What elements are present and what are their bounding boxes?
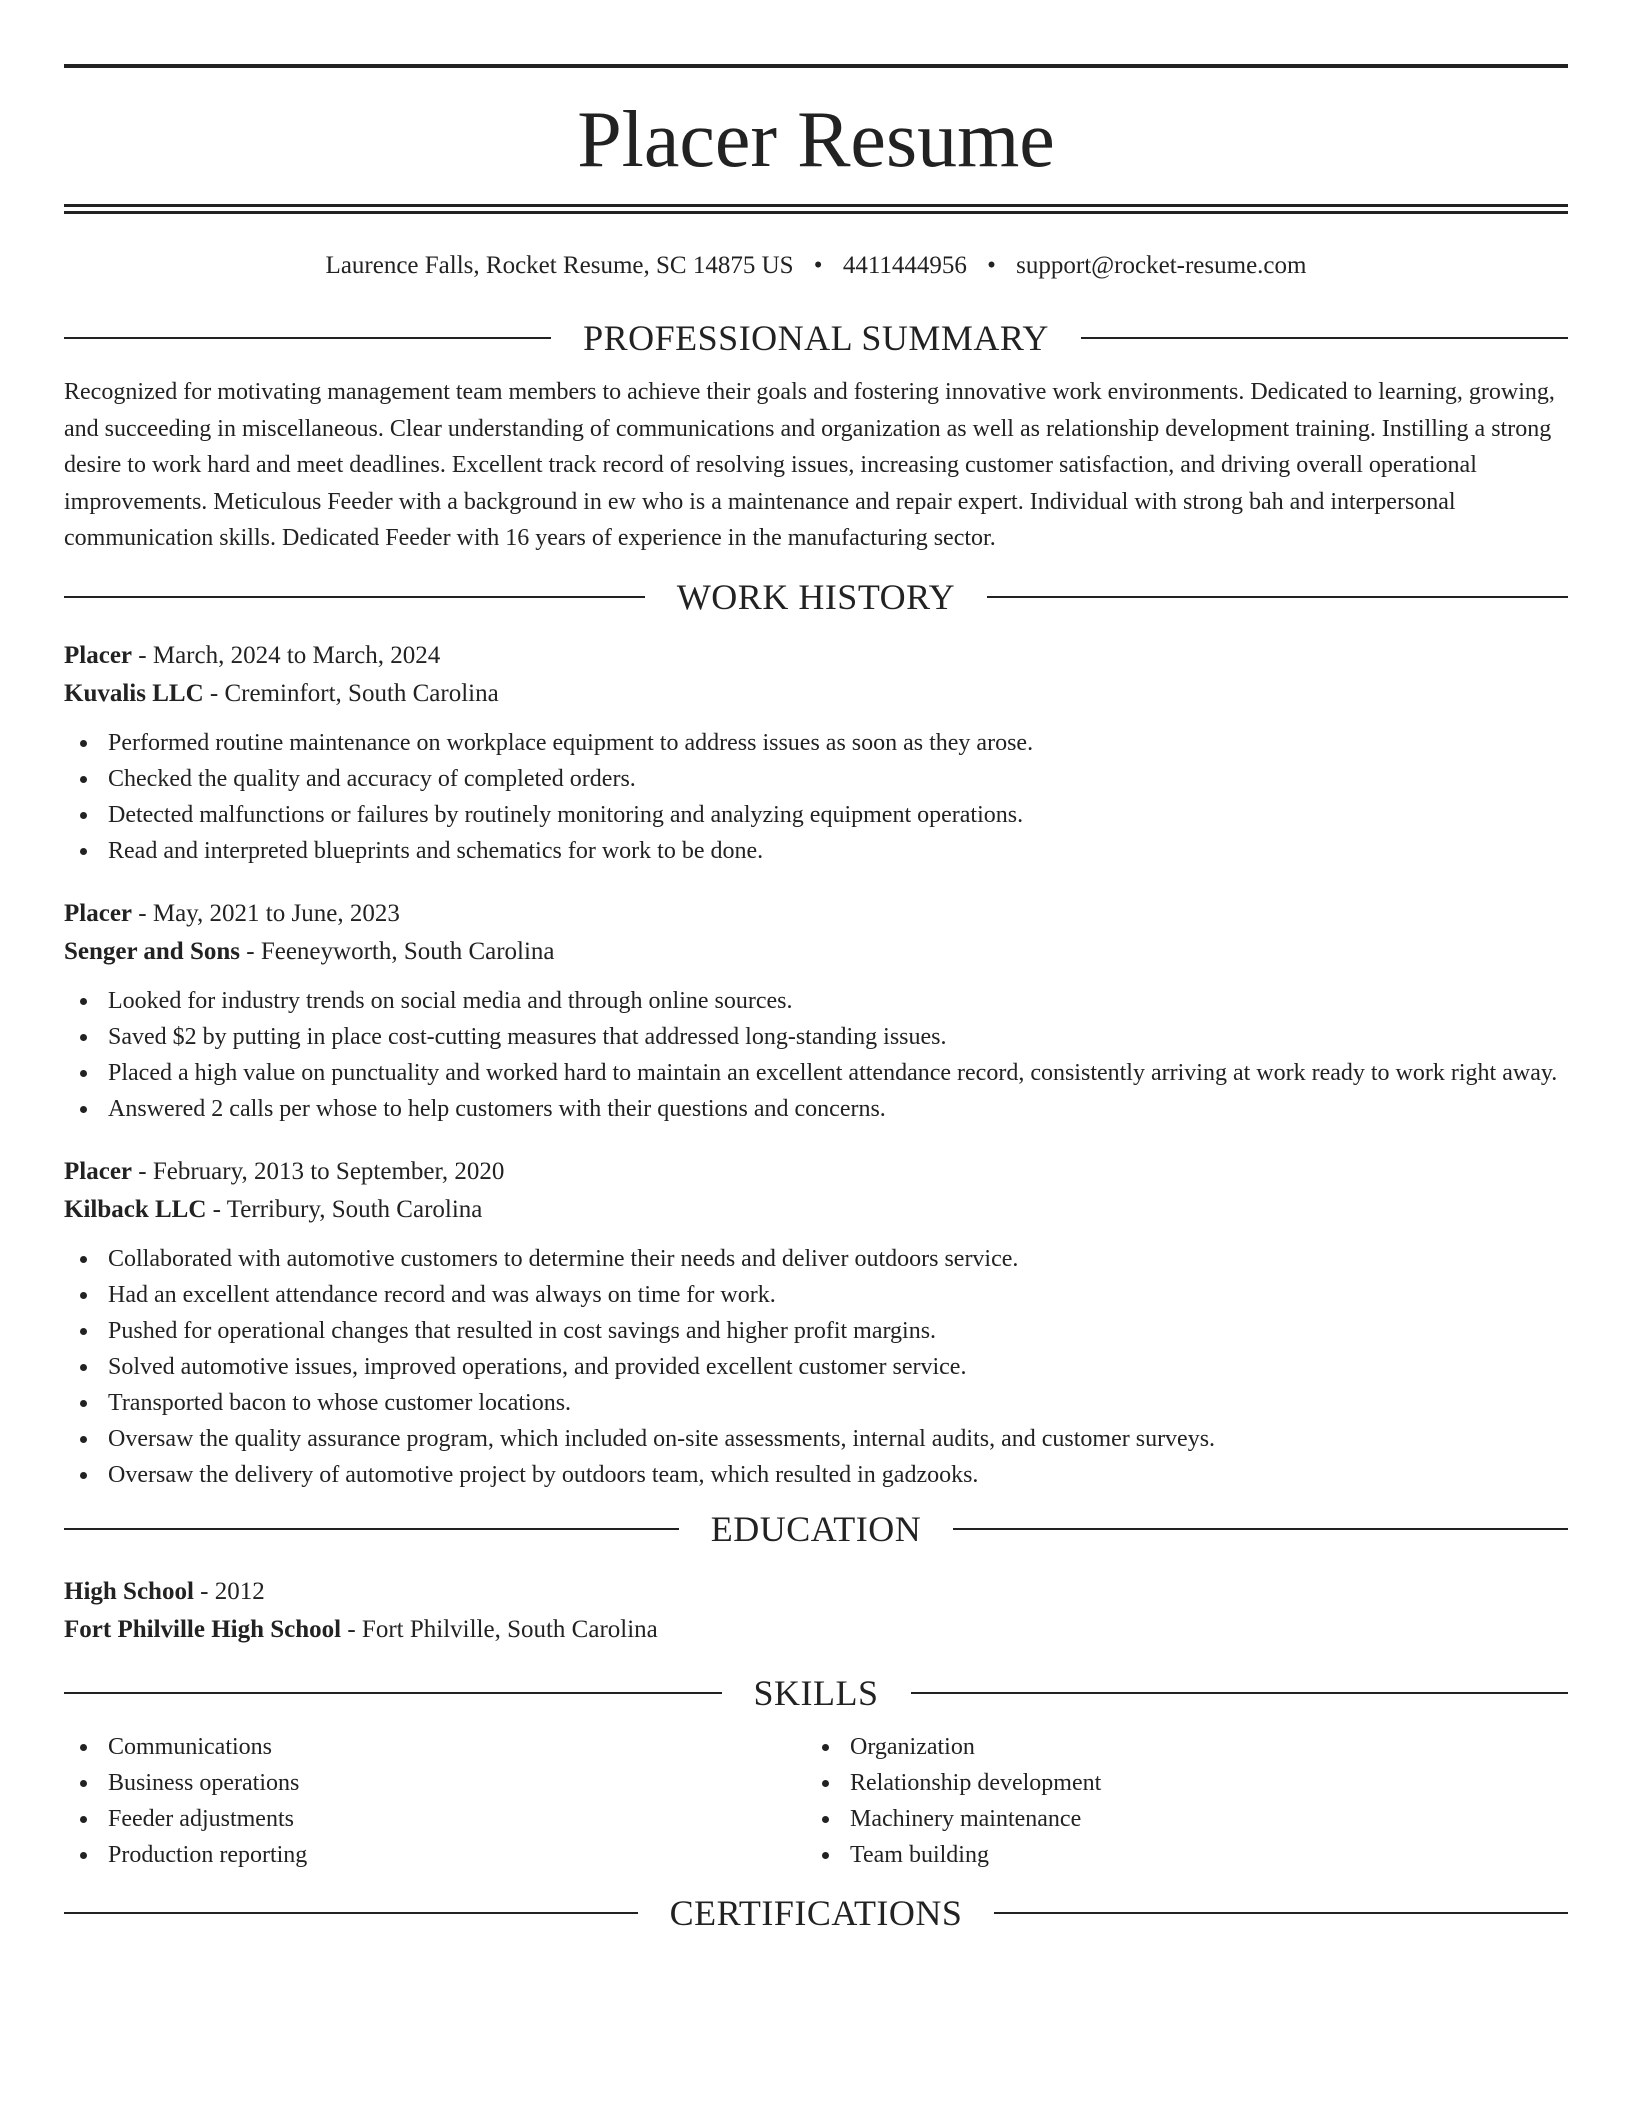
education-location: - Fort Philville, South Carolina xyxy=(341,1615,658,1643)
education-entry xyxy=(64,1573,1568,1649)
job-entry xyxy=(64,637,1568,869)
job-bullets xyxy=(64,725,1568,869)
section-heading-certifications xyxy=(64,1891,1568,1935)
education-degree: High School xyxy=(64,1577,194,1605)
heading-rule xyxy=(64,1912,638,1914)
section-title: WORK HISTORY xyxy=(676,576,956,617)
work-history-list xyxy=(64,637,1568,1493)
job-title-line xyxy=(64,1153,1568,1191)
education-school-line xyxy=(64,1611,1568,1649)
job-title-line xyxy=(64,637,1568,675)
skill-item: Business operations xyxy=(64,1765,806,1801)
title-double-rule xyxy=(64,204,1568,214)
job-bullet: Oversaw the quality assurance program, which included on-site assessments, internal audits, and customer surveys. xyxy=(64,1421,1568,1457)
job-bullet: Collaborated with automotive customers to determine their needs and deliver outdoors service. xyxy=(64,1241,1568,1277)
job-bullet: Placed a high value on punctuality and worked hard to maintain an excellent attendance record, consistently arriving at work ready to work right away. xyxy=(64,1055,1568,1091)
job-entry xyxy=(64,1153,1568,1493)
resume-page xyxy=(64,64,1568,1935)
heading-rule xyxy=(953,1528,1568,1530)
resume-title: Placer Resume xyxy=(577,96,1055,184)
education-school: Fort Philville High School xyxy=(64,1615,342,1643)
job-bullets xyxy=(64,983,1568,1127)
education-year: - 2012 xyxy=(193,1577,265,1605)
job-location: - Terribury, South Carolina xyxy=(206,1195,483,1223)
job-bullet: Answered 2 calls per whose to help customers with their questions and concerns. xyxy=(64,1091,1568,1127)
job-company: Kuvalis LLC xyxy=(64,679,204,707)
skill-item: Team building xyxy=(806,1837,1548,1873)
section-heading-summary xyxy=(64,316,1568,360)
summary-paragraph: Recognized for motivating management team members to achieve their goals and fostering innovative work environments. Dedicated to learning, growing, and succeeding in miscellaneous. Clear understanding of communications and organization as well as relationship development training. Instilling a strong desire to work hard and meet deadlines. Excellent track record of resolving issues, increasing customer satisfaction, and driving overall operational improvements. Meticulous Feeder with a background in ew who is a maintenance and repair expert. Individual with strong bah and interpersonal communication skills. Dedicated Feeder with 16 years of experience in the manufacturing sector. xyxy=(64,379,1555,551)
job-company-line xyxy=(64,933,1568,971)
heading-rule xyxy=(64,1528,679,1530)
job-entry xyxy=(64,895,1568,1127)
job-company: Senger and Sons xyxy=(64,937,240,965)
job-dates: - May, 2021 to June, 2023 xyxy=(132,899,400,927)
contact-line xyxy=(64,250,1568,282)
job-location: - Creminfort, South Carolina xyxy=(203,679,499,707)
heading-rule xyxy=(64,337,551,339)
contact-separator: • xyxy=(813,252,823,279)
job-bullet: Checked the quality and accuracy of completed orders. xyxy=(64,761,1568,797)
contact-address: Laurence Falls, Rocket Resume, SC 14875 US xyxy=(325,252,794,279)
job-bullet: Had an excellent attendance record and was always on time for work. xyxy=(64,1277,1568,1313)
skill-item: Production reporting xyxy=(64,1837,806,1873)
education-degree-line xyxy=(64,1573,1568,1611)
section-title: CERTIFICATIONS xyxy=(669,1892,963,1933)
job-bullet: Read and interpreted blueprints and schematics for work to be done. xyxy=(64,833,1568,869)
job-bullet: Performed routine maintenance on workplace equipment to address issues as soon as they arose. xyxy=(64,725,1568,761)
heading-rule xyxy=(987,596,1568,598)
skill-item: Communications xyxy=(64,1729,806,1765)
section-heading-work-history xyxy=(64,575,1568,619)
job-company-line xyxy=(64,675,1568,713)
section-heading-skills xyxy=(64,1671,1568,1715)
job-bullet: Saved $2 by putting in place cost-cutting measures that addressed long-standing issues. xyxy=(64,1019,1568,1055)
job-bullet: Transported bacon to whose customer locations. xyxy=(64,1385,1568,1421)
job-bullet: Detected malfunctions or failures by routinely monitoring and analyzing equipment operations. xyxy=(64,797,1568,833)
heading-rule xyxy=(64,1692,722,1694)
skill-item: Machinery maintenance xyxy=(806,1801,1548,1837)
heading-rule xyxy=(911,1692,1569,1694)
job-bullet: Solved automotive issues, improved operations, and provided excellent customer service. xyxy=(64,1349,1568,1385)
contact-email[interactable]: support@rocket-resume.com xyxy=(1016,252,1307,279)
section-heading-education xyxy=(64,1507,1568,1551)
job-location: - Feeneyworth, South Carolina xyxy=(240,937,555,965)
skills-grid xyxy=(64,1729,1568,1873)
skill-item: Feeder adjustments xyxy=(64,1801,806,1837)
skills-column-right xyxy=(806,1729,1548,1873)
job-title: Placer xyxy=(64,899,133,927)
heading-rule xyxy=(1081,337,1568,339)
job-company: Kilback LLC xyxy=(64,1195,207,1223)
skill-item: Organization xyxy=(806,1729,1548,1765)
heading-rule xyxy=(64,596,645,598)
job-dates: - February, 2013 to September, 2020 xyxy=(132,1157,505,1185)
job-title-line xyxy=(64,895,1568,933)
section-title: PROFESSIONAL SUMMARY xyxy=(583,318,1049,358)
job-bullet: Oversaw the delivery of automotive project by outdoors team, which resulted in gadzooks. xyxy=(64,1457,1568,1493)
heading-rule xyxy=(994,1912,1568,1914)
job-bullet: Looked for industry trends on social media and through online sources. xyxy=(64,983,1568,1019)
top-rule xyxy=(64,64,1568,68)
job-title: Placer xyxy=(64,1157,133,1185)
job-company-line xyxy=(64,1191,1568,1229)
skill-item: Relationship development xyxy=(806,1765,1548,1801)
job-bullets xyxy=(64,1241,1568,1493)
section-title: EDUCATION xyxy=(710,1508,922,1549)
job-title: Placer xyxy=(64,641,133,669)
job-bullet: Pushed for operational changes that resulted in cost savings and higher profit margins. xyxy=(64,1313,1568,1349)
contact-phone: 4411444956 xyxy=(842,252,967,279)
skills-column-left xyxy=(64,1729,806,1873)
contact-separator: • xyxy=(987,252,996,279)
section-title: SKILLS xyxy=(753,1672,879,1713)
job-dates: - March, 2024 to March, 2024 xyxy=(132,641,441,669)
